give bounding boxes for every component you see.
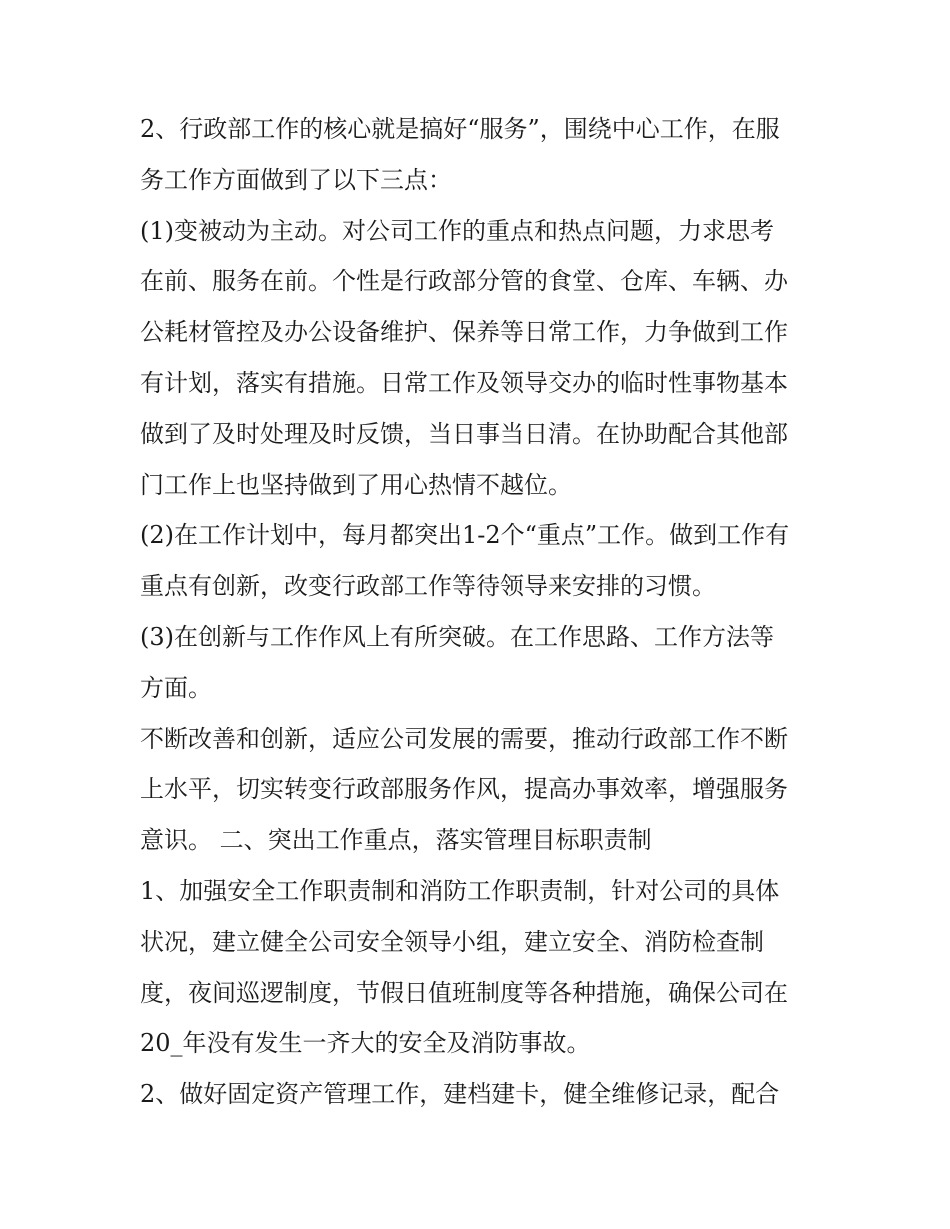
- text-line: 公耗材管控及办公设备维护、保养等日常工作，力争做到工作: [140, 318, 788, 347]
- text-line: 不断改善和创新，适应公司发展的需要，推动行政部工作不断: [140, 724, 788, 753]
- text-line: 1、加强安全工作职责制和消防工作职责制，针对公司的具体: [140, 876, 780, 905]
- text-line: 务工作方面做到了以下三点：: [140, 165, 452, 194]
- text-line: 方面。: [140, 673, 212, 702]
- text-line: (1)变被动为主动。对公司工作的重点和热点问题，力求思考: [140, 216, 774, 245]
- text-line: 意识。 二、突出工作重点，落实管理目标职责制: [140, 826, 652, 855]
- text-line: 做到了及时处理及时反馈，当日事当日清。在协助配合其他部: [140, 419, 788, 448]
- text-line: 重点有创新，改变行政部工作等待领导来安排的习惯。: [140, 572, 716, 601]
- text-line: 度，夜间巡逻制度，节假日值班制度等各种措施，确保公司在: [140, 978, 788, 1007]
- text-line: 有计划，落实有措施。日常工作及领导交办的临时性事物基本: [140, 368, 788, 397]
- text-line: 门工作上也坚持做到了用心热情不越位。: [140, 470, 572, 499]
- text-line: 在前、服务在前。个性是行政部分管的食堂、仓库、车辆、办: [140, 267, 788, 296]
- document-body: [140, 104, 820, 1120]
- text-line: 上水平，切实转变行政部服务作风，提高办事效率，增强服务: [140, 775, 788, 804]
- text-line: 2、行政部工作的核心就是搞好“服务”，围绕中心工作，在服: [140, 115, 780, 143]
- text-line: 状况，建立健全公司安全领导小组，建立安全、消防检查制: [140, 927, 764, 956]
- text-line: 2、做好固定资产管理工作，建档建卡，健全维修记录，配合: [140, 1080, 780, 1109]
- text-line: (2)在工作计划中，每月都突出1-2个“重点”工作。做到工作有: [140, 521, 790, 550]
- text-line: (3)在创新与工作作风上有所突破。在工作思路、工作方法等: [140, 622, 774, 651]
- text-line: 20_年没有发生一齐大的安全及消防事故。: [140, 1029, 591, 1058]
